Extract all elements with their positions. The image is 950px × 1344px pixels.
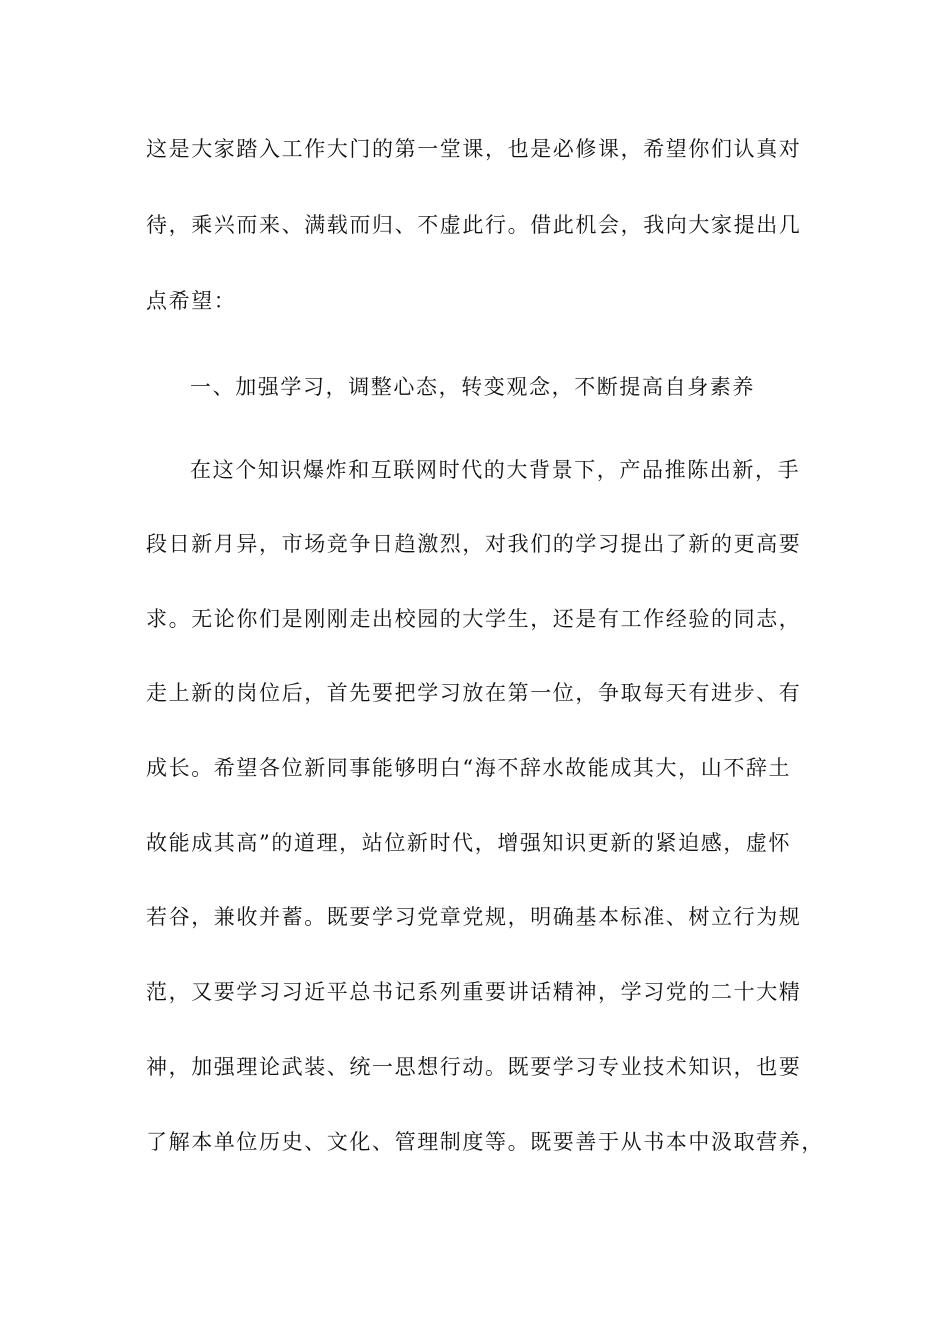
- paragraph-line: 待，乘兴而来、满载而归、不虚此行。借此机会，我向大家提出几: [146, 213, 802, 237]
- paragraph-line: 这是大家踏入工作大门的第一堂课，也是必修课，希望你们认真对: [146, 137, 802, 161]
- paragraph-line: 了解本单位历史、文化、管理制度等。既要善于从书本中汲取营养，: [146, 1130, 824, 1154]
- paragraph-line: 求。无论你们是刚刚走出校园的大学生，还是有工作经验的同志，: [146, 607, 802, 631]
- section-heading: 一、加强学习，调整心态，转变观念，不断提高自身素养: [190, 375, 755, 399]
- paragraph-line: 点希望：: [146, 289, 237, 313]
- paragraph-line: 在这个知识爆炸和互联网时代的大背景下，产品推陈出新，手: [190, 458, 801, 482]
- paragraph-line: 范，又要学习习近平总书记系列重要讲话精神，学习党的二十大精: [146, 980, 802, 1004]
- paragraph-line: 神，加强理论武装、统一思想行动。既要学习专业技术知识，也要: [146, 1055, 802, 1079]
- paragraph-line: 故能成其高”的道理，站位新时代，增强知识更新的紧迫感，虚怀: [146, 831, 792, 855]
- paragraph-line: 若谷，兼收并蓄。既要学习党章党规，明确基本标准、树立行为规: [146, 905, 802, 929]
- paragraph-line: 走上新的岗位后，首先要把学习放在第一位，争取每天有进步、有: [146, 681, 802, 705]
- paragraph-line: 段日新月异，市场竞争日趋激烈，对我们的学习提出了新的更高要: [146, 532, 802, 556]
- paragraph-line: 成长。希望各位新同事能够明白“海不辞水故能成其大，山不辞土: [146, 756, 792, 780]
